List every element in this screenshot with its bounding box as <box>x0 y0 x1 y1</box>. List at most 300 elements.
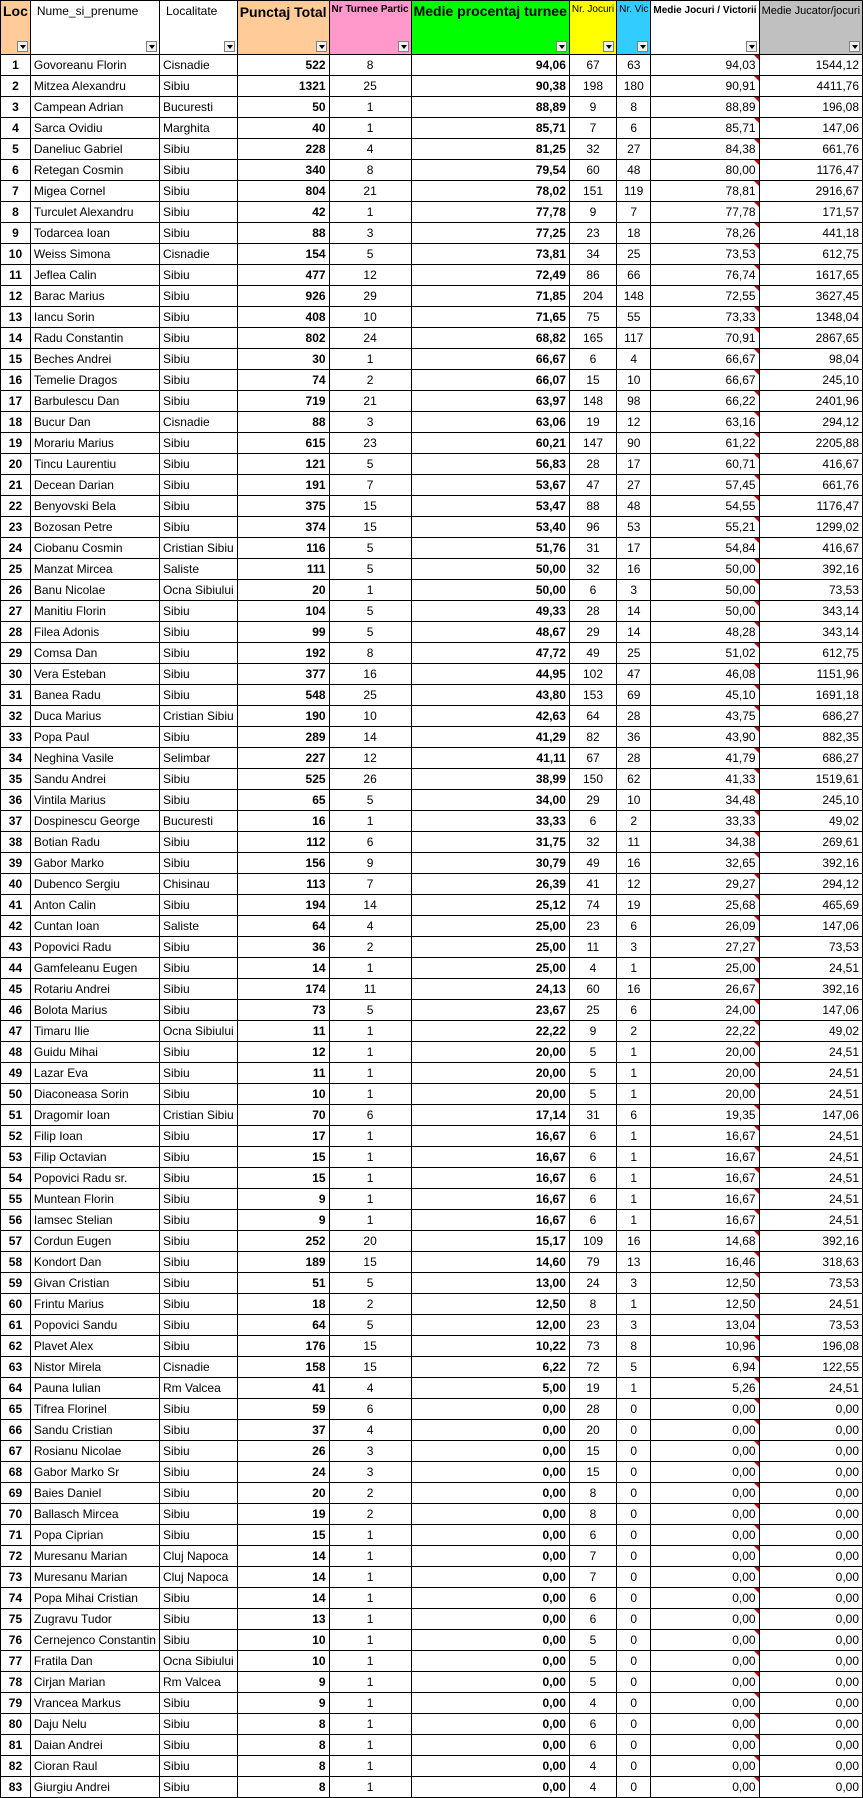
cell-tournaments[interactable]: 1 <box>329 118 411 139</box>
cell-tournaments[interactable]: 26 <box>329 769 411 790</box>
cell-wins[interactable]: 12 <box>617 874 651 895</box>
cell-points[interactable]: 227 <box>237 748 329 769</box>
cell-player-average[interactable]: 122,55 <box>759 1357 862 1378</box>
cell-points[interactable]: 194 <box>237 895 329 916</box>
cell-points[interactable]: 926 <box>237 286 329 307</box>
cell-city[interactable]: Sibiu <box>159 643 237 664</box>
cell-tournaments[interactable]: 12 <box>329 748 411 769</box>
cell-wins[interactable]: 180 <box>617 76 651 97</box>
cell-player-average[interactable]: 0,00 <box>759 1546 862 1567</box>
cell-city[interactable]: Sibiu <box>159 1315 237 1336</box>
cell-wins[interactable]: 14 <box>617 622 651 643</box>
cell-player-average[interactable]: 294,12 <box>759 412 862 433</box>
cell-percentage[interactable]: 0,00 <box>411 1420 569 1441</box>
cell-points[interactable]: 70 <box>237 1105 329 1126</box>
cell-games[interactable]: 102 <box>569 664 616 685</box>
cell-tournaments[interactable]: 25 <box>329 685 411 706</box>
cell-percentage[interactable]: 71,65 <box>411 307 569 328</box>
cell-name[interactable]: Popovici Radu <box>30 937 159 958</box>
cell-tournaments[interactable]: 21 <box>329 391 411 412</box>
cell-wins[interactable]: 0 <box>617 1567 651 1588</box>
cell-rank[interactable]: 13 <box>1 307 31 328</box>
cell-player-average[interactable]: 661,76 <box>759 139 862 160</box>
cell-player-average[interactable]: 0,00 <box>759 1588 862 1609</box>
cell-points[interactable]: 74 <box>237 370 329 391</box>
cell-points[interactable]: 408 <box>237 307 329 328</box>
cell-tournaments[interactable]: 2 <box>329 1294 411 1315</box>
cell-city[interactable]: Ocna Sibiului <box>159 1021 237 1042</box>
cell-games-per-win[interactable]: 84,38 <box>651 139 759 160</box>
cell-points[interactable]: 104 <box>237 601 329 622</box>
cell-games[interactable]: 5 <box>569 1630 616 1651</box>
cell-city[interactable]: Sibiu <box>159 601 237 622</box>
filter-dropdown-icon[interactable] <box>603 41 614 52</box>
cell-player-average[interactable]: 2205,88 <box>759 433 862 454</box>
cell-name[interactable]: Vrancea Markus <box>30 1693 159 1714</box>
cell-name[interactable]: Cordun Eugen <box>30 1231 159 1252</box>
filter-dropdown-icon[interactable] <box>637 41 648 52</box>
cell-name[interactable]: Tincu Laurentiu <box>30 454 159 475</box>
cell-percentage[interactable]: 72,49 <box>411 265 569 286</box>
cell-percentage[interactable]: 0,00 <box>411 1546 569 1567</box>
cell-wins[interactable]: 0 <box>617 1483 651 1504</box>
cell-tournaments[interactable]: 10 <box>329 307 411 328</box>
cell-city[interactable]: Sibiu <box>159 1441 237 1462</box>
cell-games-per-win[interactable]: 73,53 <box>651 244 759 265</box>
cell-games-per-win[interactable]: 20,00 <box>651 1063 759 1084</box>
cell-percentage[interactable]: 20,00 <box>411 1084 569 1105</box>
cell-wins[interactable]: 0 <box>617 1735 651 1756</box>
cell-games[interactable]: 74 <box>569 895 616 916</box>
cell-points[interactable]: 174 <box>237 979 329 1000</box>
cell-player-average[interactable]: 343,14 <box>759 601 862 622</box>
cell-name[interactable]: Dospinescu George <box>30 811 159 832</box>
cell-points[interactable]: 190 <box>237 706 329 727</box>
cell-city[interactable]: Sibiu <box>159 391 237 412</box>
cell-percentage[interactable]: 16,67 <box>411 1147 569 1168</box>
cell-percentage[interactable]: 0,00 <box>411 1756 569 1777</box>
cell-name[interactable]: Popa Ciprian <box>30 1525 159 1546</box>
cell-games[interactable]: 75 <box>569 307 616 328</box>
cell-tournaments[interactable]: 1 <box>329 1777 411 1798</box>
cell-name[interactable]: Baies Daniel <box>30 1483 159 1504</box>
cell-city[interactable]: Sibiu <box>159 1399 237 1420</box>
header-name[interactable] <box>30 1 159 55</box>
cell-games-per-win[interactable]: 66,22 <box>651 391 759 412</box>
cell-games[interactable]: 5 <box>569 1042 616 1063</box>
cell-points[interactable]: 9 <box>237 1693 329 1714</box>
cell-city[interactable]: Sibiu <box>159 832 237 853</box>
cell-percentage[interactable]: 68,82 <box>411 328 569 349</box>
cell-games-per-win[interactable]: 78,81 <box>651 181 759 202</box>
cell-tournaments[interactable]: 16 <box>329 664 411 685</box>
cell-games-per-win[interactable]: 13,04 <box>651 1315 759 1336</box>
cell-name[interactable]: Daneliuc Gabriel <box>30 139 159 160</box>
cell-player-average[interactable]: 318,63 <box>759 1252 862 1273</box>
cell-city[interactable]: Cristian Sibiu <box>159 538 237 559</box>
cell-tournaments[interactable]: 11 <box>329 979 411 1000</box>
cell-games-per-win[interactable]: 60,71 <box>651 454 759 475</box>
cell-wins[interactable]: 19 <box>617 895 651 916</box>
cell-tournaments[interactable]: 3 <box>329 412 411 433</box>
cell-games-per-win[interactable]: 27,27 <box>651 937 759 958</box>
cell-rank[interactable]: 45 <box>1 979 31 1000</box>
cell-percentage[interactable]: 0,00 <box>411 1525 569 1546</box>
cell-percentage[interactable]: 15,17 <box>411 1231 569 1252</box>
cell-games-per-win[interactable]: 57,45 <box>651 475 759 496</box>
cell-city[interactable]: Sibiu <box>159 1588 237 1609</box>
cell-wins[interactable]: 0 <box>617 1420 651 1441</box>
cell-percentage[interactable]: 41,29 <box>411 727 569 748</box>
cell-games-per-win[interactable]: 0,00 <box>651 1672 759 1693</box>
cell-points[interactable]: 10 <box>237 1651 329 1672</box>
cell-city[interactable]: Sibiu <box>159 496 237 517</box>
cell-rank[interactable]: 60 <box>1 1294 31 1315</box>
cell-percentage[interactable]: 0,00 <box>411 1651 569 1672</box>
cell-games-per-win[interactable]: 90,91 <box>651 76 759 97</box>
cell-rank[interactable]: 29 <box>1 643 31 664</box>
cell-rank[interactable]: 35 <box>1 769 31 790</box>
cell-games[interactable]: 23 <box>569 916 616 937</box>
cell-player-average[interactable]: 73,53 <box>759 937 862 958</box>
cell-percentage[interactable]: 33,33 <box>411 811 569 832</box>
cell-player-average[interactable]: 343,14 <box>759 622 862 643</box>
cell-games-per-win[interactable]: 20,00 <box>651 1084 759 1105</box>
cell-rank[interactable]: 19 <box>1 433 31 454</box>
cell-games[interactable]: 41 <box>569 874 616 895</box>
cell-percentage[interactable]: 51,76 <box>411 538 569 559</box>
cell-games-per-win[interactable]: 0,00 <box>651 1525 759 1546</box>
cell-points[interactable]: 11 <box>237 1063 329 1084</box>
cell-rank[interactable]: 66 <box>1 1420 31 1441</box>
cell-rank[interactable]: 80 <box>1 1714 31 1735</box>
cell-player-average[interactable]: 2867,65 <box>759 328 862 349</box>
cell-rank[interactable]: 38 <box>1 832 31 853</box>
cell-tournaments[interactable]: 1 <box>329 1189 411 1210</box>
cell-games-per-win[interactable]: 16,67 <box>651 1189 759 1210</box>
cell-rank[interactable]: 6 <box>1 160 31 181</box>
cell-games-per-win[interactable]: 85,71 <box>651 118 759 139</box>
cell-tournaments[interactable]: 1 <box>329 202 411 223</box>
cell-wins[interactable]: 6 <box>617 1000 651 1021</box>
cell-tournaments[interactable]: 1 <box>329 1588 411 1609</box>
cell-percentage[interactable]: 0,00 <box>411 1462 569 1483</box>
cell-games[interactable]: 82 <box>569 727 616 748</box>
cell-name[interactable]: Vintila Marius <box>30 790 159 811</box>
cell-games[interactable]: 49 <box>569 853 616 874</box>
cell-games-per-win[interactable]: 16,46 <box>651 1252 759 1273</box>
cell-games[interactable]: 32 <box>569 139 616 160</box>
cell-tournaments[interactable]: 1 <box>329 1168 411 1189</box>
cell-city[interactable]: Sibiu <box>159 1504 237 1525</box>
cell-points[interactable]: 525 <box>237 769 329 790</box>
cell-games[interactable]: 11 <box>569 937 616 958</box>
cell-rank[interactable]: 56 <box>1 1210 31 1231</box>
cell-percentage[interactable]: 49,33 <box>411 601 569 622</box>
cell-points[interactable]: 14 <box>237 958 329 979</box>
cell-name[interactable]: Beches Andrei <box>30 349 159 370</box>
cell-tournaments[interactable]: 5 <box>329 790 411 811</box>
cell-points[interactable]: 548 <box>237 685 329 706</box>
cell-player-average[interactable]: 24,51 <box>759 1063 862 1084</box>
cell-player-average[interactable]: 24,51 <box>759 1210 862 1231</box>
cell-wins[interactable]: 55 <box>617 307 651 328</box>
cell-percentage[interactable]: 0,00 <box>411 1609 569 1630</box>
cell-points[interactable]: 189 <box>237 1252 329 1273</box>
cell-tournaments[interactable]: 15 <box>329 1336 411 1357</box>
cell-player-average[interactable]: 0,00 <box>759 1441 862 1462</box>
cell-points[interactable]: 11 <box>237 1021 329 1042</box>
cell-city[interactable]: Sibiu <box>159 1630 237 1651</box>
cell-tournaments[interactable]: 4 <box>329 1420 411 1441</box>
cell-wins[interactable]: 0 <box>617 1651 651 1672</box>
cell-name[interactable]: Decean Darian <box>30 475 159 496</box>
cell-city[interactable]: Sibiu <box>159 727 237 748</box>
cell-tournaments[interactable]: 15 <box>329 1357 411 1378</box>
cell-city[interactable]: Chisinau <box>159 874 237 895</box>
cell-city[interactable]: Cristian Sibiu <box>159 706 237 727</box>
cell-name[interactable]: Diaconeasa Sorin <box>30 1084 159 1105</box>
cell-games[interactable]: 165 <box>569 328 616 349</box>
cell-points[interactable]: 1321 <box>237 76 329 97</box>
cell-tournaments[interactable]: 1 <box>329 1693 411 1714</box>
cell-tournaments[interactable]: 1 <box>329 1063 411 1084</box>
cell-games[interactable]: 8 <box>569 1294 616 1315</box>
cell-points[interactable]: 116 <box>237 538 329 559</box>
cell-percentage[interactable]: 94,06 <box>411 55 569 76</box>
cell-player-average[interactable]: 73,53 <box>759 1273 862 1294</box>
cell-tournaments[interactable]: 1 <box>329 1714 411 1735</box>
cell-rank[interactable]: 21 <box>1 475 31 496</box>
cell-games[interactable]: 67 <box>569 55 616 76</box>
cell-games-per-win[interactable]: 16,67 <box>651 1147 759 1168</box>
cell-city[interactable]: Sibiu <box>159 1609 237 1630</box>
cell-points[interactable]: 8 <box>237 1735 329 1756</box>
cell-name[interactable]: Sarca Ovidiu <box>30 118 159 139</box>
cell-games-per-win[interactable]: 22,22 <box>651 1021 759 1042</box>
cell-tournaments[interactable]: 1 <box>329 1084 411 1105</box>
cell-rank[interactable]: 68 <box>1 1462 31 1483</box>
cell-wins[interactable]: 13 <box>617 1252 651 1273</box>
cell-rank[interactable]: 72 <box>1 1546 31 1567</box>
cell-city[interactable]: Bucuresti <box>159 97 237 118</box>
cell-percentage[interactable]: 25,00 <box>411 958 569 979</box>
cell-wins[interactable]: 119 <box>617 181 651 202</box>
header-wins[interactable] <box>617 1 651 55</box>
cell-wins[interactable]: 3 <box>617 937 651 958</box>
cell-games[interactable]: 19 <box>569 1378 616 1399</box>
cell-percentage[interactable]: 90,38 <box>411 76 569 97</box>
cell-percentage[interactable]: 47,72 <box>411 643 569 664</box>
cell-percentage[interactable]: 60,21 <box>411 433 569 454</box>
cell-name[interactable]: Sandu Andrei <box>30 769 159 790</box>
cell-player-average[interactable]: 196,08 <box>759 1336 862 1357</box>
cell-city[interactable]: Sibiu <box>159 1210 237 1231</box>
cell-player-average[interactable]: 392,16 <box>759 1231 862 1252</box>
cell-games-per-win[interactable]: 16,67 <box>651 1126 759 1147</box>
cell-name[interactable]: Frintu Marius <box>30 1294 159 1315</box>
cell-city[interactable]: Sibiu <box>159 160 237 181</box>
cell-city[interactable]: Sibiu <box>159 223 237 244</box>
cell-games[interactable]: 47 <box>569 475 616 496</box>
cell-player-average[interactable]: 196,08 <box>759 97 862 118</box>
cell-games-per-win[interactable]: 26,67 <box>651 979 759 1000</box>
cell-player-average[interactable]: 416,67 <box>759 538 862 559</box>
cell-games[interactable]: 7 <box>569 1546 616 1567</box>
cell-player-average[interactable]: 882,35 <box>759 727 862 748</box>
cell-points[interactable]: 16 <box>237 811 329 832</box>
cell-tournaments[interactable]: 4 <box>329 139 411 160</box>
cell-percentage[interactable]: 0,00 <box>411 1672 569 1693</box>
cell-games[interactable]: 6 <box>569 1714 616 1735</box>
header-percentage[interactable] <box>411 1 569 55</box>
cell-wins[interactable]: 4 <box>617 349 651 370</box>
cell-tournaments[interactable]: 2 <box>329 937 411 958</box>
header-points[interactable] <box>237 1 329 55</box>
cell-city[interactable]: Sibiu <box>159 1777 237 1798</box>
cell-games[interactable]: 31 <box>569 1105 616 1126</box>
cell-rank[interactable]: 3 <box>1 97 31 118</box>
cell-games[interactable]: 79 <box>569 1252 616 1273</box>
cell-wins[interactable]: 25 <box>617 643 651 664</box>
cell-player-average[interactable]: 0,00 <box>759 1504 862 1525</box>
cell-games-per-win[interactable]: 16,67 <box>651 1210 759 1231</box>
cell-rank[interactable]: 79 <box>1 1693 31 1714</box>
cell-name[interactable]: Morariu Marius <box>30 433 159 454</box>
cell-games-per-win[interactable]: 20,00 <box>651 1042 759 1063</box>
cell-player-average[interactable]: 612,75 <box>759 244 862 265</box>
cell-city[interactable]: Sibiu <box>159 475 237 496</box>
cell-games-per-win[interactable]: 12,50 <box>651 1273 759 1294</box>
cell-percentage[interactable]: 30,79 <box>411 853 569 874</box>
cell-name[interactable]: Vera Esteban <box>30 664 159 685</box>
cell-percentage[interactable]: 22,22 <box>411 1021 569 1042</box>
cell-wins[interactable]: 2 <box>617 811 651 832</box>
cell-tournaments[interactable]: 7 <box>329 475 411 496</box>
cell-games[interactable]: 60 <box>569 160 616 181</box>
cell-tournaments[interactable]: 1 <box>329 1609 411 1630</box>
cell-games[interactable]: 28 <box>569 454 616 475</box>
cell-points[interactable]: 9 <box>237 1210 329 1231</box>
cell-games[interactable]: 6 <box>569 1126 616 1147</box>
cell-games-per-win[interactable]: 0,00 <box>651 1588 759 1609</box>
cell-wins[interactable]: 47 <box>617 664 651 685</box>
cell-points[interactable]: 9 <box>237 1189 329 1210</box>
cell-name[interactable]: Ciobanu Cosmin <box>30 538 159 559</box>
filter-dropdown-icon[interactable] <box>316 41 327 52</box>
cell-games[interactable]: 9 <box>569 1021 616 1042</box>
cell-games[interactable]: 6 <box>569 1735 616 1756</box>
cell-games-per-win[interactable]: 77,78 <box>651 202 759 223</box>
cell-city[interactable]: Cluj Napoca <box>159 1567 237 1588</box>
cell-games[interactable]: 6 <box>569 1609 616 1630</box>
cell-games[interactable]: 4 <box>569 1693 616 1714</box>
cell-rank[interactable]: 20 <box>1 454 31 475</box>
cell-player-average[interactable]: 0,00 <box>759 1756 862 1777</box>
cell-tournaments[interactable]: 15 <box>329 496 411 517</box>
cell-tournaments[interactable]: 1 <box>329 1546 411 1567</box>
cell-wins[interactable]: 5 <box>617 1357 651 1378</box>
cell-games[interactable]: 96 <box>569 517 616 538</box>
cell-percentage[interactable]: 10,22 <box>411 1336 569 1357</box>
cell-rank[interactable]: 14 <box>1 328 31 349</box>
cell-games[interactable]: 153 <box>569 685 616 706</box>
cell-wins[interactable]: 53 <box>617 517 651 538</box>
cell-games-per-win[interactable]: 41,33 <box>651 769 759 790</box>
cell-points[interactable]: 18 <box>237 1294 329 1315</box>
cell-games-per-win[interactable]: 5,26 <box>651 1378 759 1399</box>
cell-percentage[interactable]: 16,67 <box>411 1210 569 1231</box>
cell-wins[interactable]: 0 <box>617 1630 651 1651</box>
cell-tournaments[interactable]: 1 <box>329 958 411 979</box>
cell-tournaments[interactable]: 2 <box>329 1483 411 1504</box>
cell-points[interactable]: 20 <box>237 580 329 601</box>
cell-points[interactable]: 522 <box>237 55 329 76</box>
cell-rank[interactable]: 1 <box>1 55 31 76</box>
cell-points[interactable]: 88 <box>237 412 329 433</box>
cell-points[interactable]: 802 <box>237 328 329 349</box>
cell-wins[interactable]: 1 <box>617 1294 651 1315</box>
cell-games-per-win[interactable]: 0,00 <box>651 1567 759 1588</box>
cell-games[interactable]: 6 <box>569 580 616 601</box>
cell-name[interactable]: Neghina Vasile <box>30 748 159 769</box>
cell-wins[interactable]: 6 <box>617 118 651 139</box>
cell-tournaments[interactable]: 5 <box>329 538 411 559</box>
cell-tournaments[interactable]: 5 <box>329 1273 411 1294</box>
cell-percentage[interactable]: 20,00 <box>411 1063 569 1084</box>
cell-name[interactable]: Givan Cristian <box>30 1273 159 1294</box>
cell-rank[interactable]: 30 <box>1 664 31 685</box>
cell-player-average[interactable]: 0,00 <box>759 1693 862 1714</box>
cell-rank[interactable]: 9 <box>1 223 31 244</box>
cell-rank[interactable]: 51 <box>1 1105 31 1126</box>
cell-wins[interactable]: 1 <box>617 1147 651 1168</box>
cell-rank[interactable]: 73 <box>1 1567 31 1588</box>
cell-tournaments[interactable]: 1 <box>329 1756 411 1777</box>
cell-games[interactable]: 5 <box>569 1063 616 1084</box>
cell-tournaments[interactable]: 5 <box>329 622 411 643</box>
cell-percentage[interactable]: 50,00 <box>411 580 569 601</box>
cell-player-average[interactable]: 171,57 <box>759 202 862 223</box>
cell-games-per-win[interactable]: 94,03 <box>651 55 759 76</box>
cell-city[interactable]: Ocna Sibiului <box>159 580 237 601</box>
cell-points[interactable]: 65 <box>237 790 329 811</box>
cell-city[interactable]: Sibiu <box>159 622 237 643</box>
cell-points[interactable]: 10 <box>237 1084 329 1105</box>
cell-wins[interactable]: 0 <box>617 1441 651 1462</box>
cell-tournaments[interactable]: 6 <box>329 1105 411 1126</box>
cell-tournaments[interactable]: 14 <box>329 727 411 748</box>
cell-player-average[interactable]: 1176,47 <box>759 160 862 181</box>
cell-tournaments[interactable]: 1 <box>329 1021 411 1042</box>
cell-city[interactable]: Sibiu <box>159 286 237 307</box>
cell-games[interactable]: 28 <box>569 1399 616 1420</box>
cell-tournaments[interactable]: 1 <box>329 1525 411 1546</box>
cell-games[interactable]: 150 <box>569 769 616 790</box>
cell-wins[interactable]: 0 <box>617 1462 651 1483</box>
cell-tournaments[interactable]: 1 <box>329 580 411 601</box>
cell-name[interactable]: Bolota Marius <box>30 1000 159 1021</box>
cell-city[interactable]: Sibiu <box>159 307 237 328</box>
cell-player-average[interactable]: 0,00 <box>759 1777 862 1798</box>
cell-games[interactable]: 73 <box>569 1336 616 1357</box>
cell-player-average[interactable]: 147,06 <box>759 916 862 937</box>
cell-percentage[interactable]: 16,67 <box>411 1168 569 1189</box>
cell-games[interactable]: 32 <box>569 559 616 580</box>
cell-rank[interactable]: 39 <box>1 853 31 874</box>
cell-points[interactable]: 14 <box>237 1567 329 1588</box>
filter-dropdown-icon[interactable] <box>398 41 409 52</box>
